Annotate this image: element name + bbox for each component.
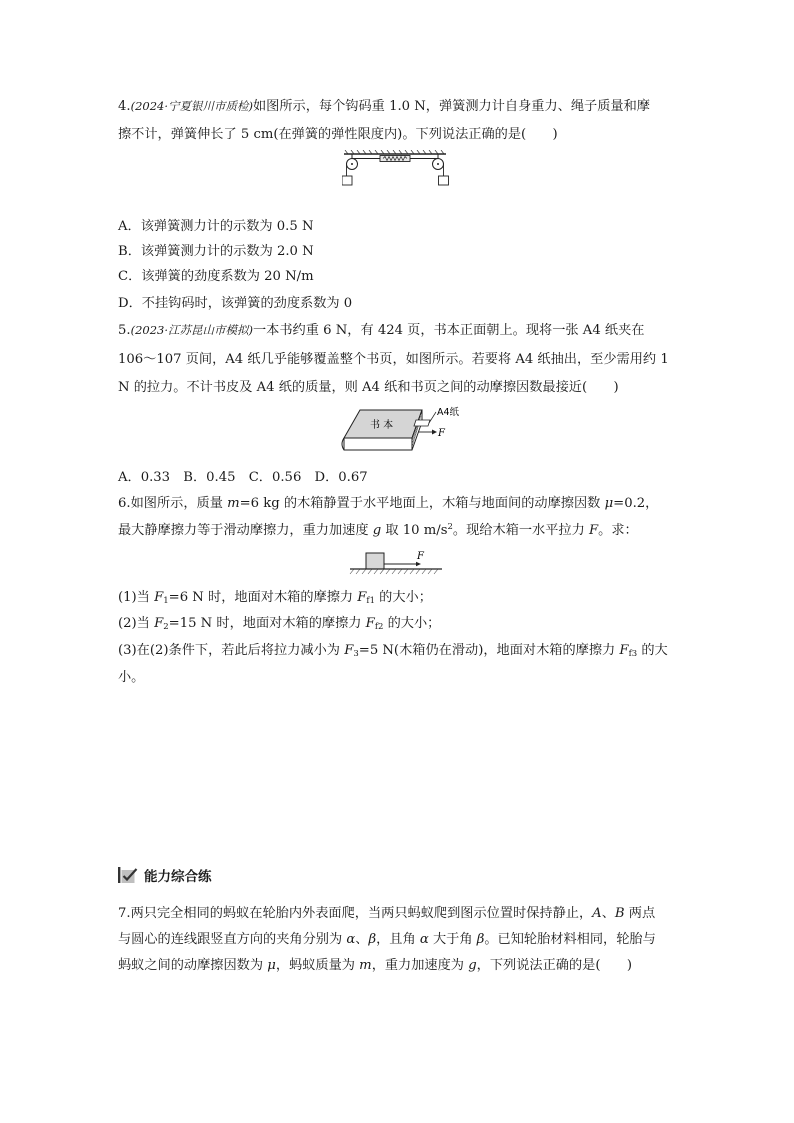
q5-line-2: 106～107 页间，A4 纸几乎能够覆盖整个书页，如图所示。若要将 A4 纸抽出，至少需用约 1 [118,352,669,367]
q6-part-2: (2)当 $F_2=15$ N 时，地面对木箱的摩擦力 $F_{f2}$ 的大小； [118,616,441,632]
q5-book-label: 书 本 [370,420,394,431]
q7-line-1: 7.两只完全相同的蚂蚁在轮胎内外表面爬，当两只蚂蚁爬到图示位置时保持静止，A、B 两点 [118,906,656,921]
q4-line-1: 4.(2024·宁夏银川市质检)如图所示，每个钩码重 1.0 N，弹簧测力计自身重力、绳子质量和摩 [118,99,650,114]
q5-paper-label: A4纸 [437,407,460,418]
q6-force-label: F [417,551,424,562]
q4-number: 4. [118,99,131,114]
q5-source: (2023·江苏昆山市模拟) [130,323,253,337]
section-header [118,865,212,885]
checkbox-check-icon [118,866,138,884]
q4-option-a: A．该弹簧测力计的示数为 0.5 N [118,219,314,234]
q6-box-figure [348,548,444,578]
q6-part-3: (3)在(2)条件下，若此后将拉力减小为 $F_3=5$ N(木箱仍在滑动)，地面对木箱的摩擦力 $F_{f3}$ 的大 [118,643,668,659]
q5-line-3: N 的拉力。不计书皮及 A4 纸的质量，则 A4 纸和书页之间的动摩擦因数最接近( ) [118,380,619,395]
q7-line-3: 蚂蚁之间的动摩擦因数为 μ，蚂蚁质量为 m，重力加速度为 g，下列说法正确的是( ) [118,958,633,973]
section-title: 能力综合练 [144,869,212,885]
q5-force-label: F [438,428,445,439]
q6-line-2: 最大静摩擦力等于滑动摩擦力，重力加速度 g 取 10 $m/s^2$。现给木箱一水平拉力 F。求： [118,522,638,538]
q4-option-c: C．该弹簧的劲度系数为 20 N/m [118,269,314,284]
q7-line-2: 与圆心的连线跟竖直方向的夹角分别为 α、β，且角 α 大于角 β。已知轮胎材料相同，轮胎与 [118,932,656,947]
q5-number: 5. [118,323,131,338]
q6-part-1: (1)当 $F_1=6$ N 时，地面对木箱的摩擦力 $F_{f1}$ 的大小； [118,590,432,606]
q4-option-b: B．该弹簧测力计的示数为 2.0 N [118,244,314,259]
q6-part-3-cont: 小。 [118,670,145,685]
q4-source: (2024·宁夏银川市质检) [130,99,253,113]
q4-line-2: 擦不计，弹簧伸长了 5 cm(在弹簧的弹性限度内)。下列说法正确的是( ) [118,127,558,142]
q6-line-1: 6.如图所示，质量 m=6 kg 的木箱静置于水平地面上，木箱与地面间的动摩擦因数 μ=0.2， [118,496,659,511]
q5-book-figure [338,404,462,462]
q5-line-1: 5.(2023·江苏昆山市模拟)一本书约重 6 N，有 424 页，书本正面朝上。现将一张 A4 纸夹在 [118,323,645,338]
q5-options: A．0.33 B．0.45 C．0.56 D．0.67 [118,470,368,485]
q4-option-d: D．不挂钩码时，该弹簧的劲度系数为 0 [118,296,353,311]
q4-spring-pulley-figure [342,150,452,208]
